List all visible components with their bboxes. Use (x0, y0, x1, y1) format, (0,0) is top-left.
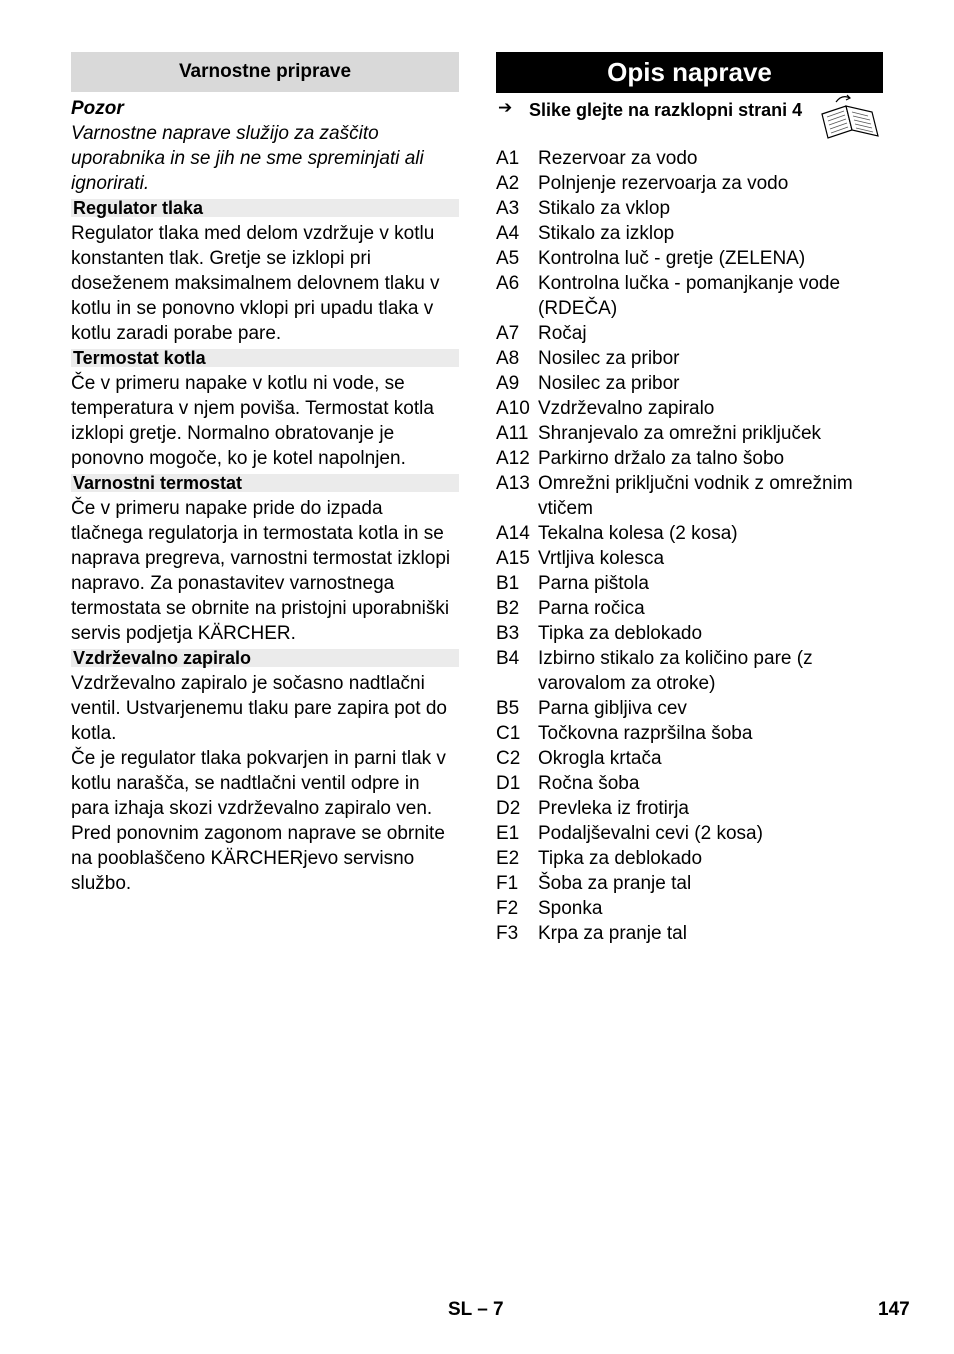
part-label: Shranjevalo za omrežni priključek (538, 423, 822, 444)
part-code: A2 (496, 173, 520, 194)
list-item (496, 771, 896, 796)
list-item (496, 746, 896, 771)
part-label: Ročna šoba (538, 773, 640, 794)
arrow-right-icon: ➔ (498, 98, 513, 117)
part-label: Stikalo za izklop (538, 223, 675, 244)
part-code: D2 (496, 798, 521, 819)
part-code: A14 (496, 523, 530, 544)
part-code: F1 (496, 873, 519, 894)
list-item (496, 346, 896, 371)
part-code: A10 (496, 398, 530, 419)
paragraph-safety-thermostat: Če v primeru napake pride do izpada tlačnega regulatorja in termostata kotla in se naprava pregreva, varnostni termostat izklopi napravo. Za ponastavitev varnostnega termostata se obrnite na pristojni uporabniški servis podjetja KÄRCHER. (71, 498, 451, 644)
part-label: Stikalo za vklop (538, 198, 671, 219)
list-item (496, 371, 896, 396)
page-number: 147 (878, 1299, 910, 1320)
part-code: B5 (496, 698, 520, 719)
part-label: Ročaj (538, 323, 587, 344)
list-item (496, 446, 896, 471)
list-item (496, 196, 896, 221)
part-label: Parna pištola (538, 573, 649, 594)
list-item (496, 421, 896, 446)
list-item (496, 221, 896, 246)
part-code: E1 (496, 823, 520, 844)
subheading-safety-valve: Vzdrževalno zapiralo (71, 649, 459, 667)
part-label: Omrežni priključni vodnik z omrežnim vtičem (538, 473, 853, 519)
list-item (496, 471, 896, 521)
part-code: D1 (496, 773, 521, 794)
part-label: Parna ročica (538, 598, 645, 619)
list-item (496, 546, 896, 571)
list-item (496, 896, 896, 921)
part-code: E2 (496, 848, 520, 869)
section-header-safety: Varnostne priprave (71, 52, 459, 92)
list-item (496, 621, 896, 646)
paragraph-safety-valve-2: Če je regulator tlaka pokvarjen in parni tlak v kotlu narašča, se nadtlačni ventil odpre in para izhaja skozi vzdrževalno zapiralo ven. Pred ponovnim zagonom naprave se obrnite na pooblaščeno KÄRCHERjevo servisno službo. (71, 748, 446, 894)
figure-reference (496, 98, 896, 146)
part-code: A8 (496, 348, 520, 369)
list-item (496, 521, 896, 546)
part-label: Kontrolna lučka - pomanjkanje vode (RDEČA) (538, 273, 841, 319)
part-label: Nosilec za pribor (538, 373, 680, 394)
subheading-pressure-regulator: Regulator tlaka (71, 199, 459, 217)
part-code: C1 (496, 723, 521, 744)
list-item (496, 846, 896, 871)
list-item (496, 171, 896, 196)
part-code: A15 (496, 548, 530, 569)
part-label: Okrogla krtača (538, 748, 662, 769)
parts-list (496, 146, 896, 946)
part-code: C2 (496, 748, 521, 769)
part-code: F3 (496, 923, 519, 944)
part-label: Sponka (538, 898, 603, 919)
list-item (496, 871, 896, 896)
footer-language-page: SL – 7 (448, 1299, 504, 1320)
list-item (496, 821, 896, 846)
part-label: Podaljševalni cevi (2 kosa) (538, 823, 763, 844)
part-code: A6 (496, 273, 520, 294)
paragraph-pressure-regulator: Regulator tlaka med delom vzdržuje v kotlu konstanten tlak. Gretje se izklopi pri doseženem maksimalnem delovnem tlaku v kotlu in se ponovno vklopi pri upadu tlaka v kotlu zaradi porabe pare. (71, 223, 440, 344)
part-label: Krpa za pranje tal (538, 923, 687, 944)
list-item (496, 246, 896, 271)
part-label: Rezervoar za vodo (538, 148, 698, 169)
list-item (496, 696, 896, 721)
part-code: A13 (496, 473, 530, 494)
part-label: Tipka za deblokado (538, 623, 703, 644)
list-item (496, 721, 896, 746)
part-code: F2 (496, 898, 519, 919)
left-column (71, 52, 459, 896)
part-label: Polnjenje rezervoarja za vodo (538, 173, 789, 194)
right-column (496, 52, 896, 946)
part-code: A3 (496, 198, 520, 219)
part-label: Točkovna razpršilna šoba (538, 723, 753, 744)
list-item (496, 796, 896, 821)
list-item (496, 921, 896, 946)
paragraph-boiler-thermostat: Če v primeru napake v kotlu ni vode, se temperatura v njem poviša. Termostat kotla izklopi gretje. Normalno obratovanje je ponovno mogoče, ko je kotel napolnjen. (71, 373, 434, 469)
part-code: B4 (496, 648, 520, 669)
caution-text: Varnostne naprave služijo za zaščito uporabnika in se jih ne sme spreminjati ali ignorirati. (71, 123, 424, 194)
part-code: A1 (496, 148, 520, 169)
part-label: Vzdrževalno zapiralo (538, 398, 715, 419)
part-label: Parna gibljiva cev (538, 698, 687, 719)
part-label: Izbirno stikalo za količino pare (z varovalom za otroke) (538, 648, 813, 694)
list-item (496, 271, 896, 321)
manual-book-icon (816, 92, 886, 142)
paragraph-safety-valve-1: Vzdrževalno zapiralo je sočasno nadtlačni ventil. Ustvarjenemu tlaku pare zapira pot do kotla. (71, 673, 447, 744)
list-item (496, 596, 896, 621)
part-code: A11 (496, 423, 529, 444)
part-code: A4 (496, 223, 520, 244)
part-label: Vrtljiva kolesca (538, 548, 665, 569)
list-item (496, 646, 896, 696)
caution-title: Pozor (71, 98, 124, 119)
part-code: B3 (496, 623, 520, 644)
part-label: Nosilec za pribor (538, 348, 680, 369)
part-code: A5 (496, 248, 520, 269)
part-code: A7 (496, 323, 520, 344)
part-label: Kontrolna luč - gretje (ZELENA) (538, 248, 806, 269)
part-code: B1 (496, 573, 520, 594)
section-header-device-description: Opis naprave (496, 52, 883, 93)
part-label: Tipka za deblokado (538, 848, 703, 869)
subheading-boiler-thermostat: Termostat kotla (71, 349, 459, 367)
part-label: Tekalna kolesa (2 kosa) (538, 523, 738, 544)
part-code: A9 (496, 373, 520, 394)
list-item (496, 321, 896, 346)
figure-reference-text: Slike glejte na razklopni strani 4 (529, 100, 803, 120)
part-label: Parkirno držalo za talno šobo (538, 448, 785, 469)
list-item (496, 571, 896, 596)
subheading-safety-thermostat: Varnostni termostat (71, 474, 459, 492)
part-label: Šoba za pranje tal (538, 873, 692, 894)
part-code: A12 (496, 448, 530, 469)
list-item (496, 146, 896, 171)
part-code: B2 (496, 598, 520, 619)
list-item (496, 396, 896, 421)
part-label: Prevleka iz frotirja (538, 798, 689, 819)
